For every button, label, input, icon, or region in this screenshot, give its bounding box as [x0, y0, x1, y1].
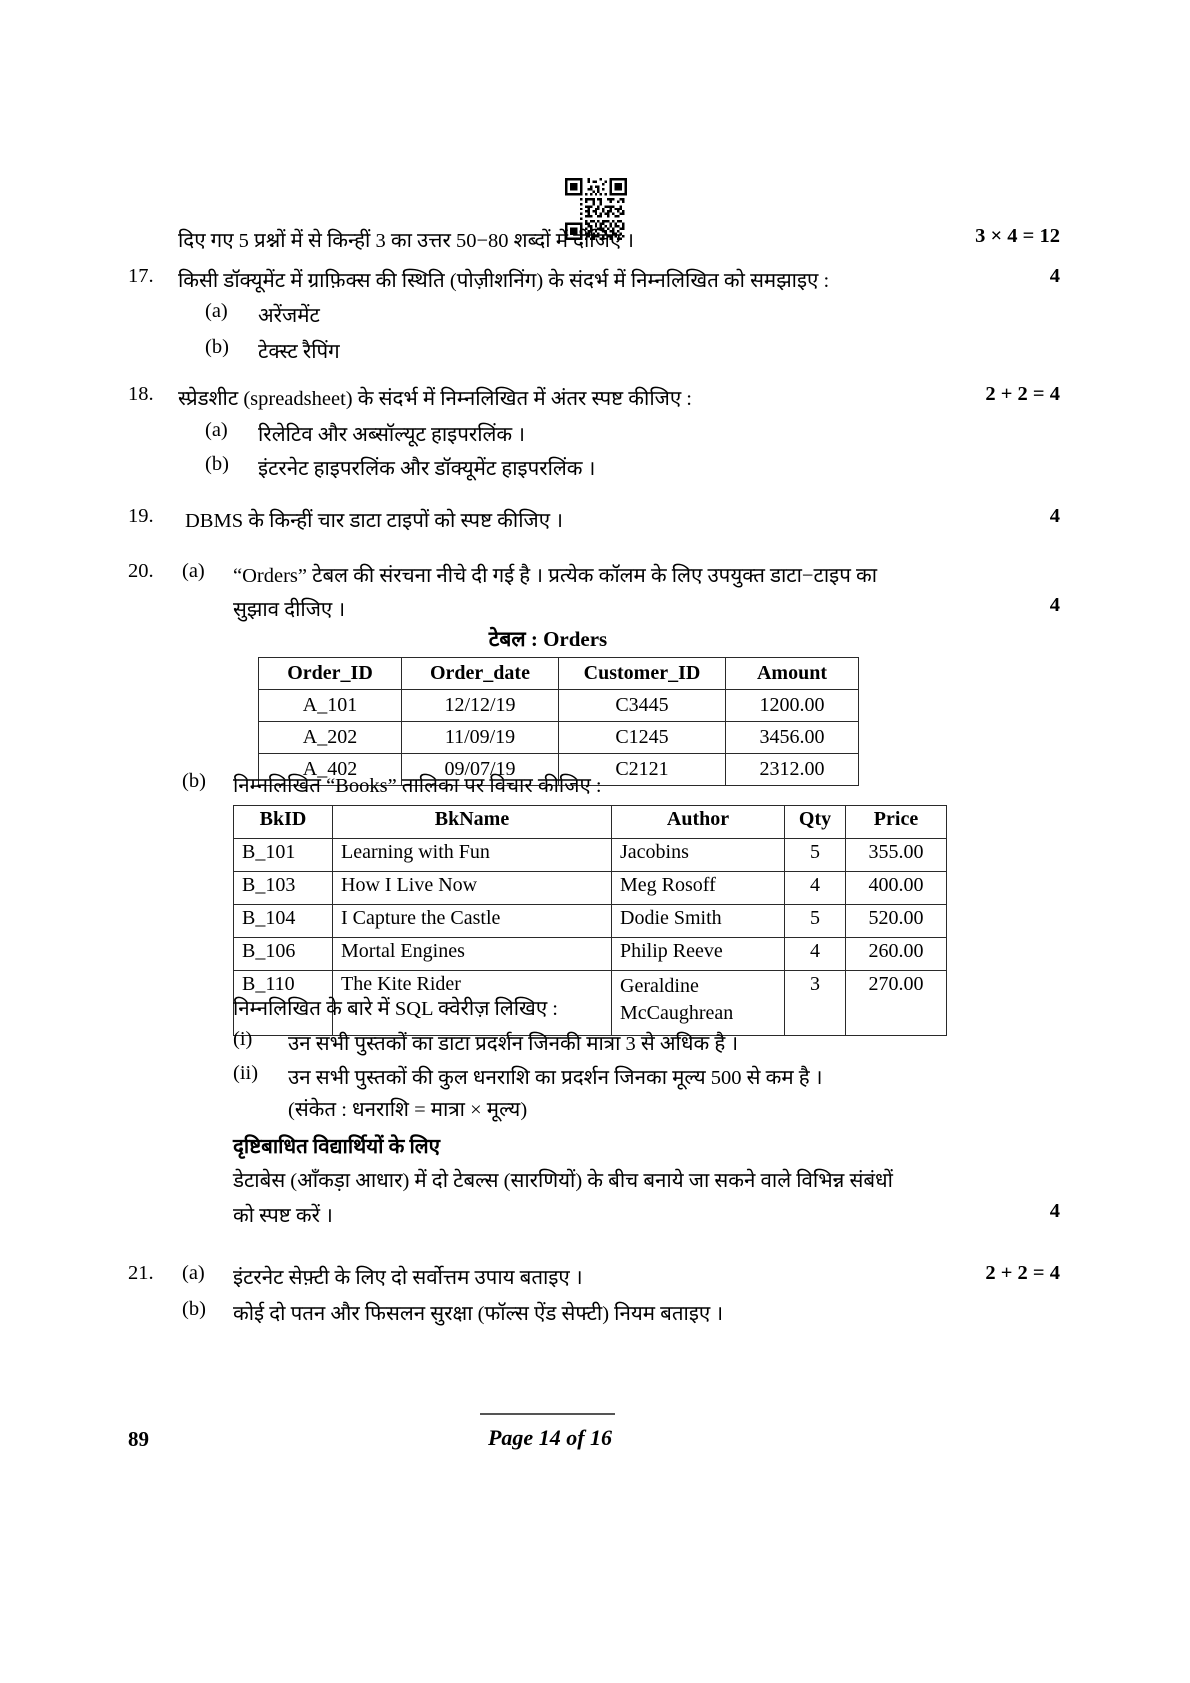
orders-cell: 2312.00 [726, 754, 859, 786]
question-18-stem: स्प्रेडशीट (spreadsheet) के संदर्भ में निम्नलिखित में अंतर स्पष्ट कीजिए : [178, 388, 693, 410]
question-20-number: 20. [128, 560, 154, 582]
books-cell: I Capture the Castle [333, 905, 612, 938]
orders-cell: A_101 [259, 690, 402, 722]
orders-cell: 12/12/19 [402, 690, 559, 722]
footer-paper-code: 89 [128, 1427, 149, 1451]
sql-item-i-label: (i) [233, 1028, 253, 1050]
books-cell: Geraldine McCaughrean [612, 971, 785, 1036]
question-19-marks: 4 [1049, 505, 1060, 527]
table-row [259, 722, 859, 754]
question-20-part-b-text: निम्नलिखित “Books” तालिका पर विचार कीजिए : [233, 775, 602, 797]
question-20-part-a-marks: 4 [1049, 594, 1060, 616]
question-21-marks: 2 + 2 = 4 [985, 1262, 1060, 1284]
books-cell: Philip Reeve [612, 938, 785, 971]
question-17-part-a-text: अरेंजमेंट [258, 305, 320, 327]
books-cell: The Kite Rider [333, 971, 612, 1036]
orders-cell: A_402 [259, 754, 402, 786]
books-cell: 5 [785, 839, 846, 872]
section-instruction: दिए गए 5 प्रश्नों में से किन्हीं 3 का उत्तर 50−80 शब्दों में दीजिए । [178, 230, 635, 252]
question-21-part-b-label: (b) [182, 1298, 206, 1320]
section-instruction-marks: 3 × 4 = 12 [975, 225, 1060, 247]
books-cell: B_110 [234, 971, 333, 1036]
question-18-part-a-label: (a) [205, 419, 228, 441]
books-cell: 355.00 [846, 839, 947, 872]
question-21-part-a-label: (a) [182, 1262, 205, 1284]
books-cell: Dodie Smith [612, 905, 785, 938]
sql-hint: (संकेत : धनराशि = मात्रा × मूल्य) [288, 1099, 528, 1121]
books-cell: 3 [785, 971, 846, 1036]
orders-cell: 11/09/19 [402, 722, 559, 754]
question-20-part-a-line1: “Orders” टेबल की संरचना नीचे दी गई है । प्रत्येक कॉलम के लिए उपयुक्त डाटा−टाइप का [233, 565, 878, 587]
books-cell: 4 [785, 872, 846, 905]
orders-cell: 1200.00 [726, 690, 859, 722]
books-cell: Learning with Fun [333, 839, 612, 872]
orders-cell: C1245 [559, 722, 726, 754]
books-col-bkname: BkName [333, 806, 612, 839]
sql-item-ii-label: (ii) [233, 1062, 259, 1084]
orders-table-header-row [259, 658, 859, 690]
visually-impaired-heading: दृष्टिबाधित विद्यार्थियों के लिए [233, 1136, 440, 1158]
books-cell: B_103 [234, 872, 333, 905]
sql-queries-intro: निम्नलिखित के बारे में SQL क्वेरीज़ लिखिए : [233, 998, 558, 1020]
question-18-marks: 2 + 2 = 4 [985, 383, 1060, 405]
table-row [234, 839, 947, 872]
orders-col-order-date: Order_date [402, 658, 559, 690]
books-col-bkid: BkID [234, 806, 333, 839]
orders-col-amount: Amount [726, 658, 859, 690]
books-col-author: Author [612, 806, 785, 839]
question-17-marks: 4 [1049, 265, 1060, 287]
books-cell: B_106 [234, 938, 333, 971]
books-table-header-row [234, 806, 947, 839]
sql-item-i-text: उन सभी पुस्तकों का डाटा प्रदर्शन जिनकी मात्रा 3 से अधिक है । [288, 1033, 739, 1055]
books-col-price: Price [846, 806, 947, 839]
books-cell: 5 [785, 905, 846, 938]
question-18-part-a-text: रिलेटिव और अब्सॉल्यूट हाइपरलिंक । [258, 424, 526, 446]
question-18-part-b-text: इंटरनेट हाइपरलिंक और डॉक्यूमेंट हाइपरलिंक । [258, 458, 596, 480]
books-cell: 400.00 [846, 872, 947, 905]
footer-divider [480, 1413, 615, 1415]
orders-cell: 3456.00 [726, 722, 859, 754]
orders-table-caption: टेबल : Orders [488, 627, 608, 651]
question-17-part-a-label: (a) [205, 300, 228, 322]
books-cell: Mortal Engines [333, 938, 612, 971]
table-row [259, 690, 859, 722]
visually-impaired-line2: को स्पष्ट करें । [233, 1205, 333, 1227]
question-17-number: 17. [128, 265, 154, 287]
orders-cell: A_202 [259, 722, 402, 754]
books-cell: 270.00 [846, 971, 947, 1036]
orders-col-order-id: Order_ID [259, 658, 402, 690]
question-19-stem: DBMS के किन्हीं चार डाटा टाइपों को स्पष्ट कीजिए । [185, 510, 563, 532]
question-21-part-a-text: इंटरनेट सेफ़्टी के लिए दो सर्वोत्तम उपाय बताइए । [233, 1267, 583, 1289]
books-cell: Jacobins [612, 839, 785, 872]
table-row [234, 872, 947, 905]
orders-cell: C2121 [559, 754, 726, 786]
question-20-part-b-label: (b) [182, 770, 206, 792]
books-cell: B_101 [234, 839, 333, 872]
books-cell: 260.00 [846, 938, 947, 971]
books-cell: 520.00 [846, 905, 947, 938]
books-col-qty: Qty [785, 806, 846, 839]
books-cell: How I Live Now [333, 872, 612, 905]
question-20-part-a-line2: सुझाव दीजिए । [233, 599, 346, 621]
question-19-number: 19. [128, 505, 154, 527]
orders-cell: C3445 [559, 690, 726, 722]
question-20-part-a-label: (a) [182, 560, 205, 582]
question-17-stem: किसी डॉक्यूमेंट में ग्राफ़िक्स की स्थिति (पोज़ीशनिंग) के संदर्भ में निम्नलिखित को समझाइए : [178, 270, 830, 292]
question-21-number: 21. [128, 1262, 154, 1284]
visually-impaired-line1: डेटाबेस (आँकड़ा आधार) में दो टेबल्स (सारणियों) के बीच बनाये जा सकने वाले विभिन्न संबंधों [233, 1170, 893, 1192]
orders-table [258, 657, 859, 786]
footer-page-number: Page 14 of 16 [487, 1425, 613, 1450]
question-21-part-b-text: कोई दो पतन और फिसलन सुरक्षा (फॉल्स ऐंड सेफ्टी) नियम बताइए । [233, 1303, 724, 1325]
orders-cell: 09/07/19 [402, 754, 559, 786]
books-cell: B_104 [234, 905, 333, 938]
visually-impaired-marks: 4 [1049, 1200, 1060, 1222]
question-18-number: 18. [128, 383, 154, 405]
sql-item-ii-text: उन सभी पुस्तकों की कुल धनराशि का प्रदर्शन जिनका मूल्य 500 से कम है । [288, 1067, 823, 1089]
books-cell: Meg Rosoff [612, 872, 785, 905]
orders-col-customer-id: Customer_ID [559, 658, 726, 690]
table-row [234, 938, 947, 971]
question-17-part-b-label: (b) [205, 336, 229, 358]
table-row [234, 905, 947, 938]
question-17-part-b-text: टेक्स्ट रैपिंग [258, 341, 340, 363]
question-18-part-b-label: (b) [205, 453, 229, 475]
books-cell: 4 [785, 938, 846, 971]
